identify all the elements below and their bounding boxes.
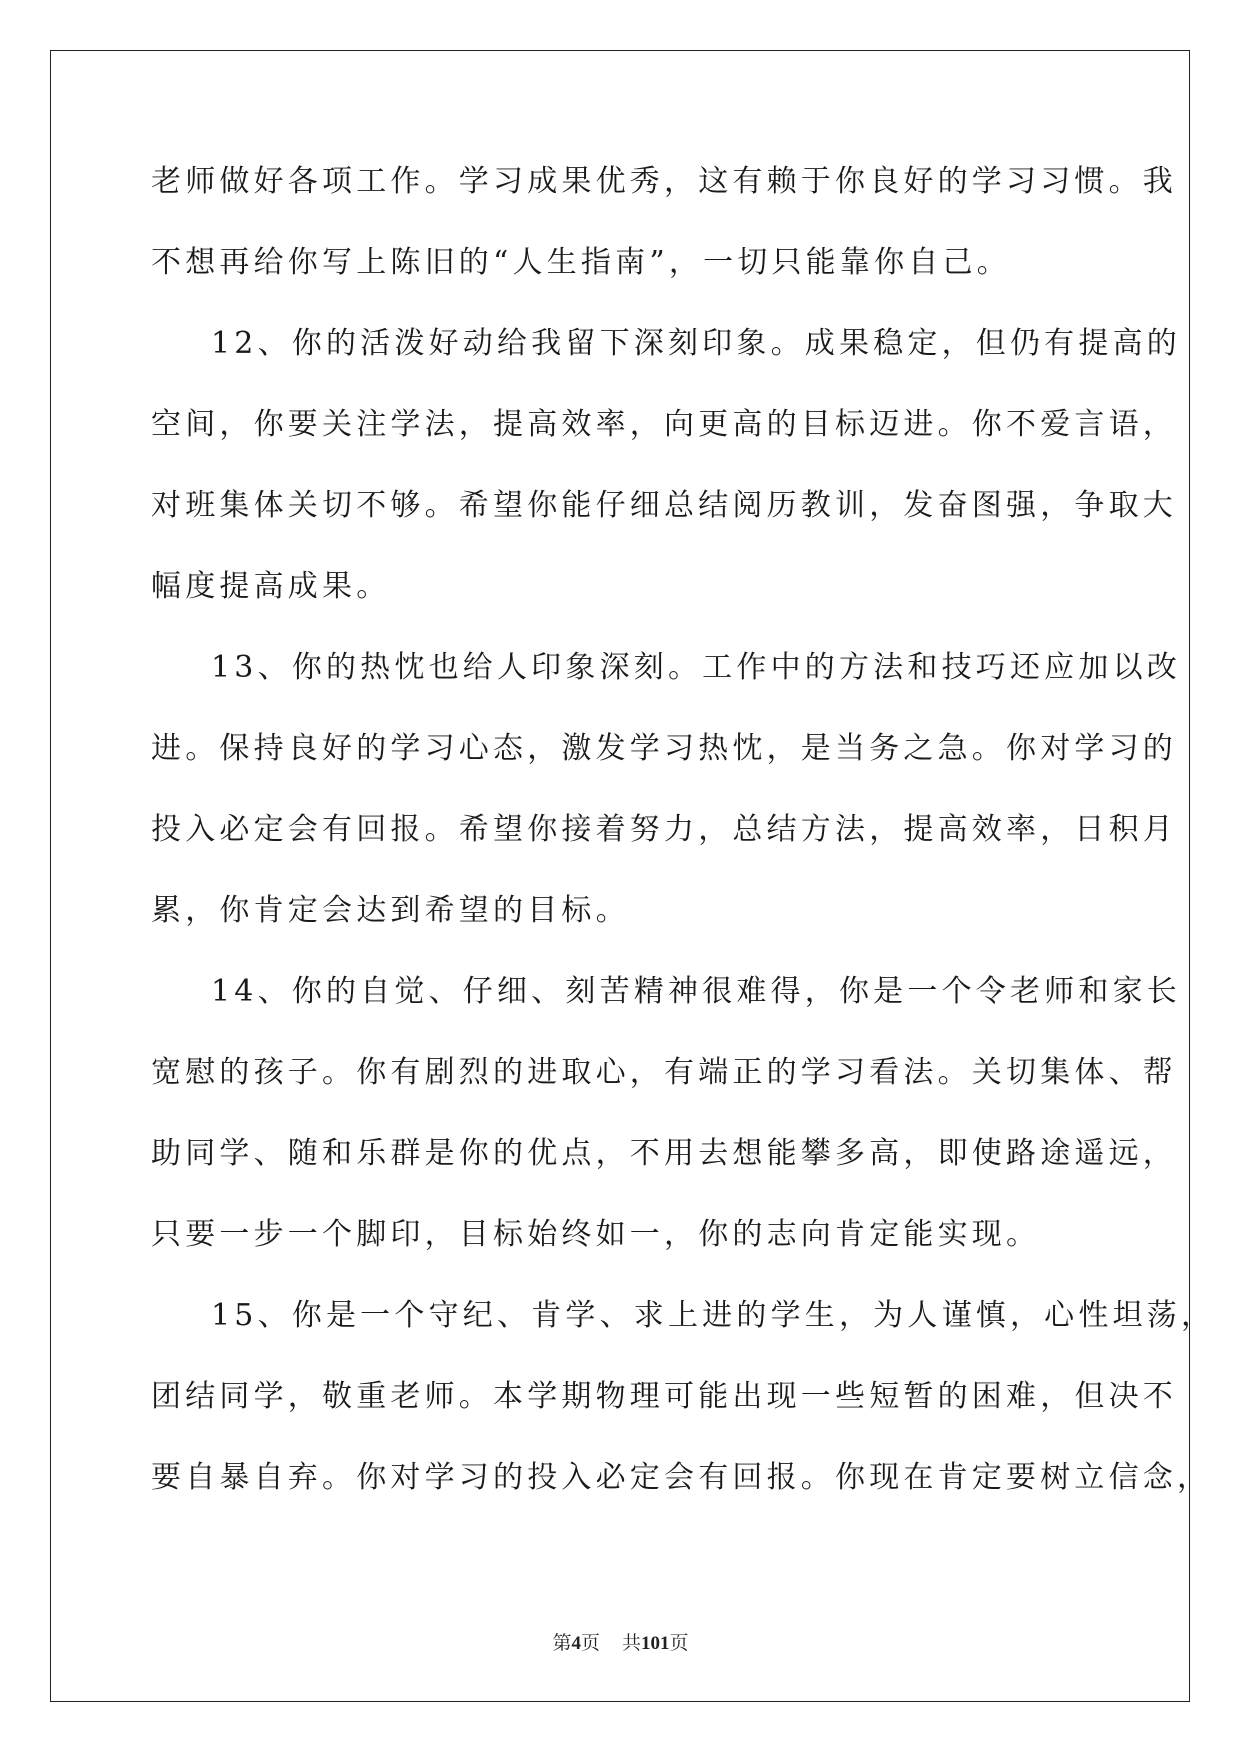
text-line: 幅度提高成果。 bbox=[151, 569, 391, 604]
footer-page-number: 4 bbox=[571, 1633, 581, 1654]
text-line: 累，你肯定会达到希望的目标。 bbox=[151, 893, 630, 928]
text-line: 助同学、随和乐群是你的优点，不用去想能攀多高，即使路途遥远， bbox=[151, 1136, 1177, 1171]
text-line: 宽慰的孩子。你有剧烈的进取心，有端正的学习看法。关切集体、帮 bbox=[151, 1055, 1177, 1090]
text-line: 进。保持良好的学习心态，激发学习热忱，是当务之急。你对学习的 bbox=[151, 731, 1177, 766]
text-line: 14、你的自觉、仔细、刻苦精神很难得，你是一个令老师和家长 bbox=[211, 974, 1181, 1009]
text-line: 15、你是一个守纪、肯学、求上进的学生，为人谨慎，心性坦荡， bbox=[211, 1298, 1216, 1333]
text-line: 老师做好各项工作。学习成果优秀，这有赖于你良好的学习习惯。我 bbox=[151, 164, 1177, 199]
text-line: 团结同学，敬重老师。本学期物理可能出现一些短暂的困难，但决不 bbox=[151, 1379, 1177, 1414]
document-body bbox=[151, 162, 1216, 1539]
page-footer bbox=[0, 1632, 1241, 1656]
text-line: 对班集体关切不够。希望你能仔细总结阅历教训，发奋图强，争取大 bbox=[151, 488, 1177, 523]
text-line: 只要一步一个脚印，目标始终如一，你的志向肯定能实现。 bbox=[151, 1217, 1041, 1252]
text-line: 空间，你要关注学法，提高效率，向更高的目标迈进。你不爱言语， bbox=[151, 407, 1177, 442]
footer-prefix: 第 bbox=[552, 1633, 572, 1654]
text-line: 不想再给你写上陈旧的“人生指南”，一切只能靠你自己。 bbox=[151, 245, 1011, 280]
text-line: 要自暴自弃。你对学习的投入必定会有回报。你现在肯定要树立信念， bbox=[151, 1460, 1212, 1495]
footer-total-pages: 101 bbox=[641, 1633, 670, 1654]
footer-page-suffix: 页 bbox=[580, 1633, 600, 1654]
text-line: 投入必定会有回报。希望你接着努力，总结方法，提高效率，日积月 bbox=[151, 812, 1177, 847]
footer-total-suffix: 页 bbox=[669, 1633, 689, 1654]
footer-total-prefix: 共 bbox=[622, 1633, 642, 1654]
text-line: 13、你的热忱也给人印象深刻。工作中的方法和技巧还应加以改 bbox=[211, 650, 1181, 685]
text-line: 12、你的活泼好动给我留下深刻印象。成果稳定，但仍有提高的 bbox=[211, 326, 1181, 361]
